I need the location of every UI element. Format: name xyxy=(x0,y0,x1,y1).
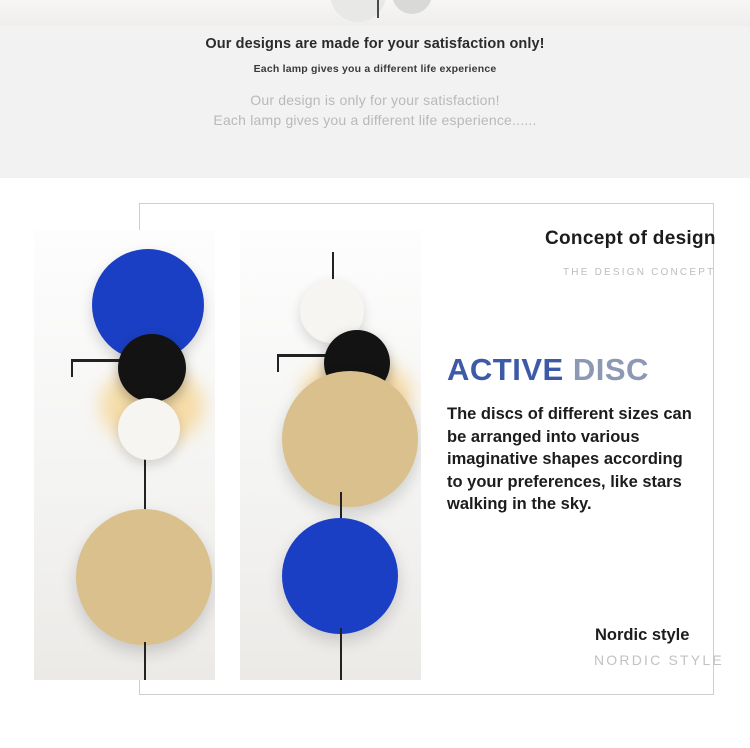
photo2-disc-blue xyxy=(282,518,398,634)
photo2-disc-gold xyxy=(282,371,418,507)
style-subtitle: NORDIC STYLE xyxy=(594,652,724,668)
brand-headline-word-1: ACTIVE xyxy=(447,352,564,387)
banner-ghost-line-1: Our design is only for your satisfaction! xyxy=(250,92,500,108)
photo1-disc-white xyxy=(118,398,180,460)
photo1-disc-gold xyxy=(76,509,212,645)
concept-body-copy: The discs of different sizes can be arranged into various imaginative shapes according to your preferences, like stars walking in the sky. xyxy=(447,405,692,513)
brand-headline-word-2: DISC xyxy=(572,352,649,387)
brand-headline xyxy=(447,352,649,388)
banner-headline: Our designs are made for your satisfaction only! xyxy=(205,36,545,52)
style-title: Nordic style xyxy=(595,626,690,644)
concept-title: Concept of design xyxy=(545,228,716,249)
banner-photo-strip xyxy=(0,0,750,26)
photo1-mount-arm-drop xyxy=(71,359,73,377)
photo2-cord-tail xyxy=(340,628,342,680)
banner-cord-icon xyxy=(377,0,379,18)
photo1-cord-tail xyxy=(144,642,146,680)
lamp-photo-white-top xyxy=(240,230,421,680)
banner-ghost-line-2: Each lamp gives you a different life esperience...... xyxy=(213,112,537,128)
photo2-mount-arm-drop xyxy=(277,354,279,372)
top-banner xyxy=(0,0,750,178)
concept-subtitle: THE DESIGN CONCEPT xyxy=(563,267,716,278)
lamp-photo-blue-top xyxy=(34,230,215,680)
banner-subhead: Each lamp gives you a different life experience xyxy=(253,63,497,75)
photo1-disc-black xyxy=(118,334,186,402)
